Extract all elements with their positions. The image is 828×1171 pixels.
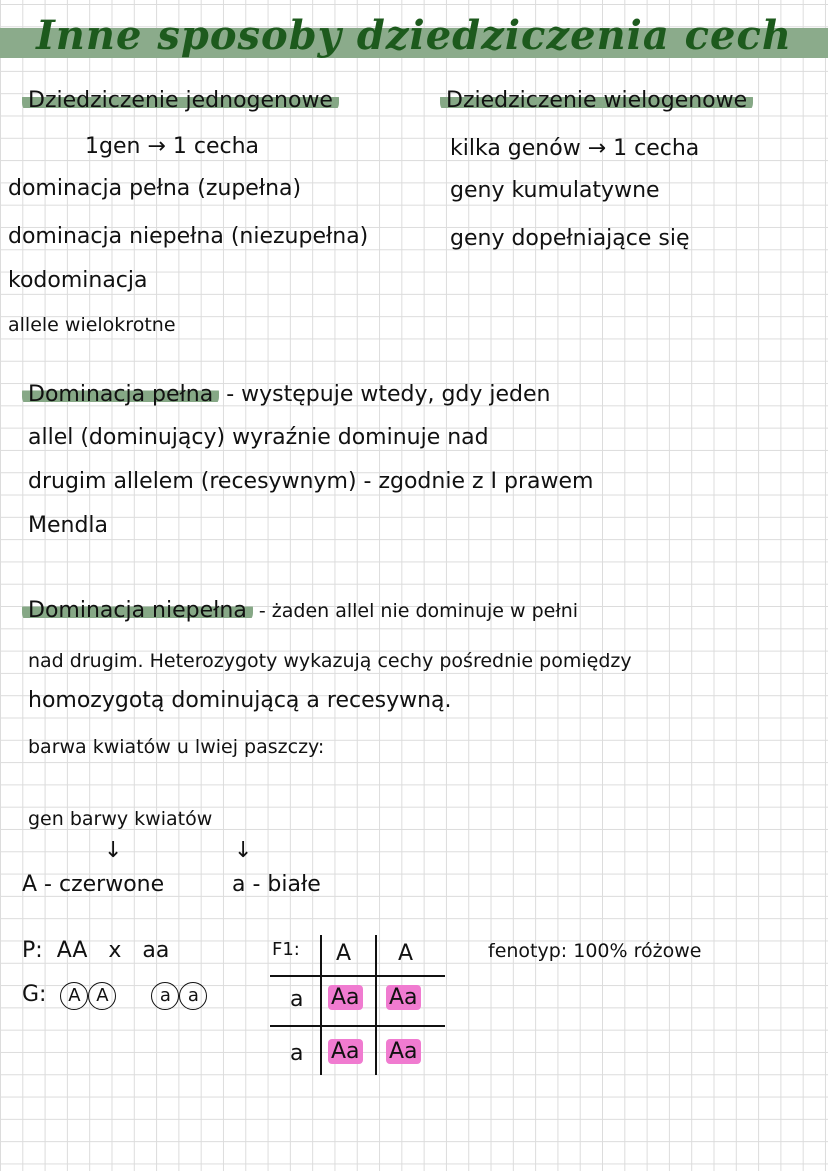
arrow-down-icon: ↓ <box>104 838 123 863</box>
punnett-square: F1: A A a a Aa Aa Aa Aa <box>270 935 445 1075</box>
paragraph-line: Mendla <box>28 513 109 538</box>
page-title: Inne sposoby dziedziczenia cech <box>36 12 792 59</box>
gene-label: gen barwy kwiatów <box>28 808 213 830</box>
left-item: kodominacja <box>8 268 148 293</box>
paragraph-line: drugim allelem (recesywnym) - zgodnie z I prawem <box>28 469 594 494</box>
right-item: geny dopełniające się <box>450 226 690 251</box>
left-item: dominacja niepełna (niezupełna) <box>8 224 369 249</box>
paragraph-line: homozygotą dominującą a recesywną. <box>28 688 452 713</box>
paragraph-line: Dominacja pełna - występuje wtedy, gdy jeden <box>22 382 551 408</box>
right-item: kilka genów → 1 cecha <box>450 136 700 161</box>
paragraph-line: Dominacja niepełna - żaden allel nie dominuje w pełni <box>22 598 578 624</box>
left-item: dominacja pełna (zupełna) <box>8 176 302 201</box>
parent-cross: P: AA x aa <box>22 938 170 963</box>
paragraph-line: nad drugim. Heterozygoty wykazują cechy pośrednie pomiędzy <box>28 650 632 672</box>
arrow-down-icon: ↓ <box>234 838 253 863</box>
left-item: allele wielokrotne <box>8 314 176 336</box>
right-item: geny kumulatywne <box>450 178 660 203</box>
paragraph-line: barwa kwiatów u lwiej paszczy: <box>28 736 325 758</box>
left-heading: Dziedziczenie jednogenowe <box>22 88 339 113</box>
gametes: G: A A a a <box>22 982 207 1010</box>
allele-recessive: a - białe <box>232 872 321 897</box>
allele-dominant: A - czerwone <box>22 872 165 897</box>
left-item: 1gen → 1 cecha <box>85 134 260 159</box>
right-heading: Dziedziczenie wielogenowe <box>440 88 753 113</box>
phenotype: fenotyp: 100% różowe <box>488 940 702 962</box>
paragraph-line: allel (dominujący) wyraźnie dominuje nad <box>28 425 489 450</box>
